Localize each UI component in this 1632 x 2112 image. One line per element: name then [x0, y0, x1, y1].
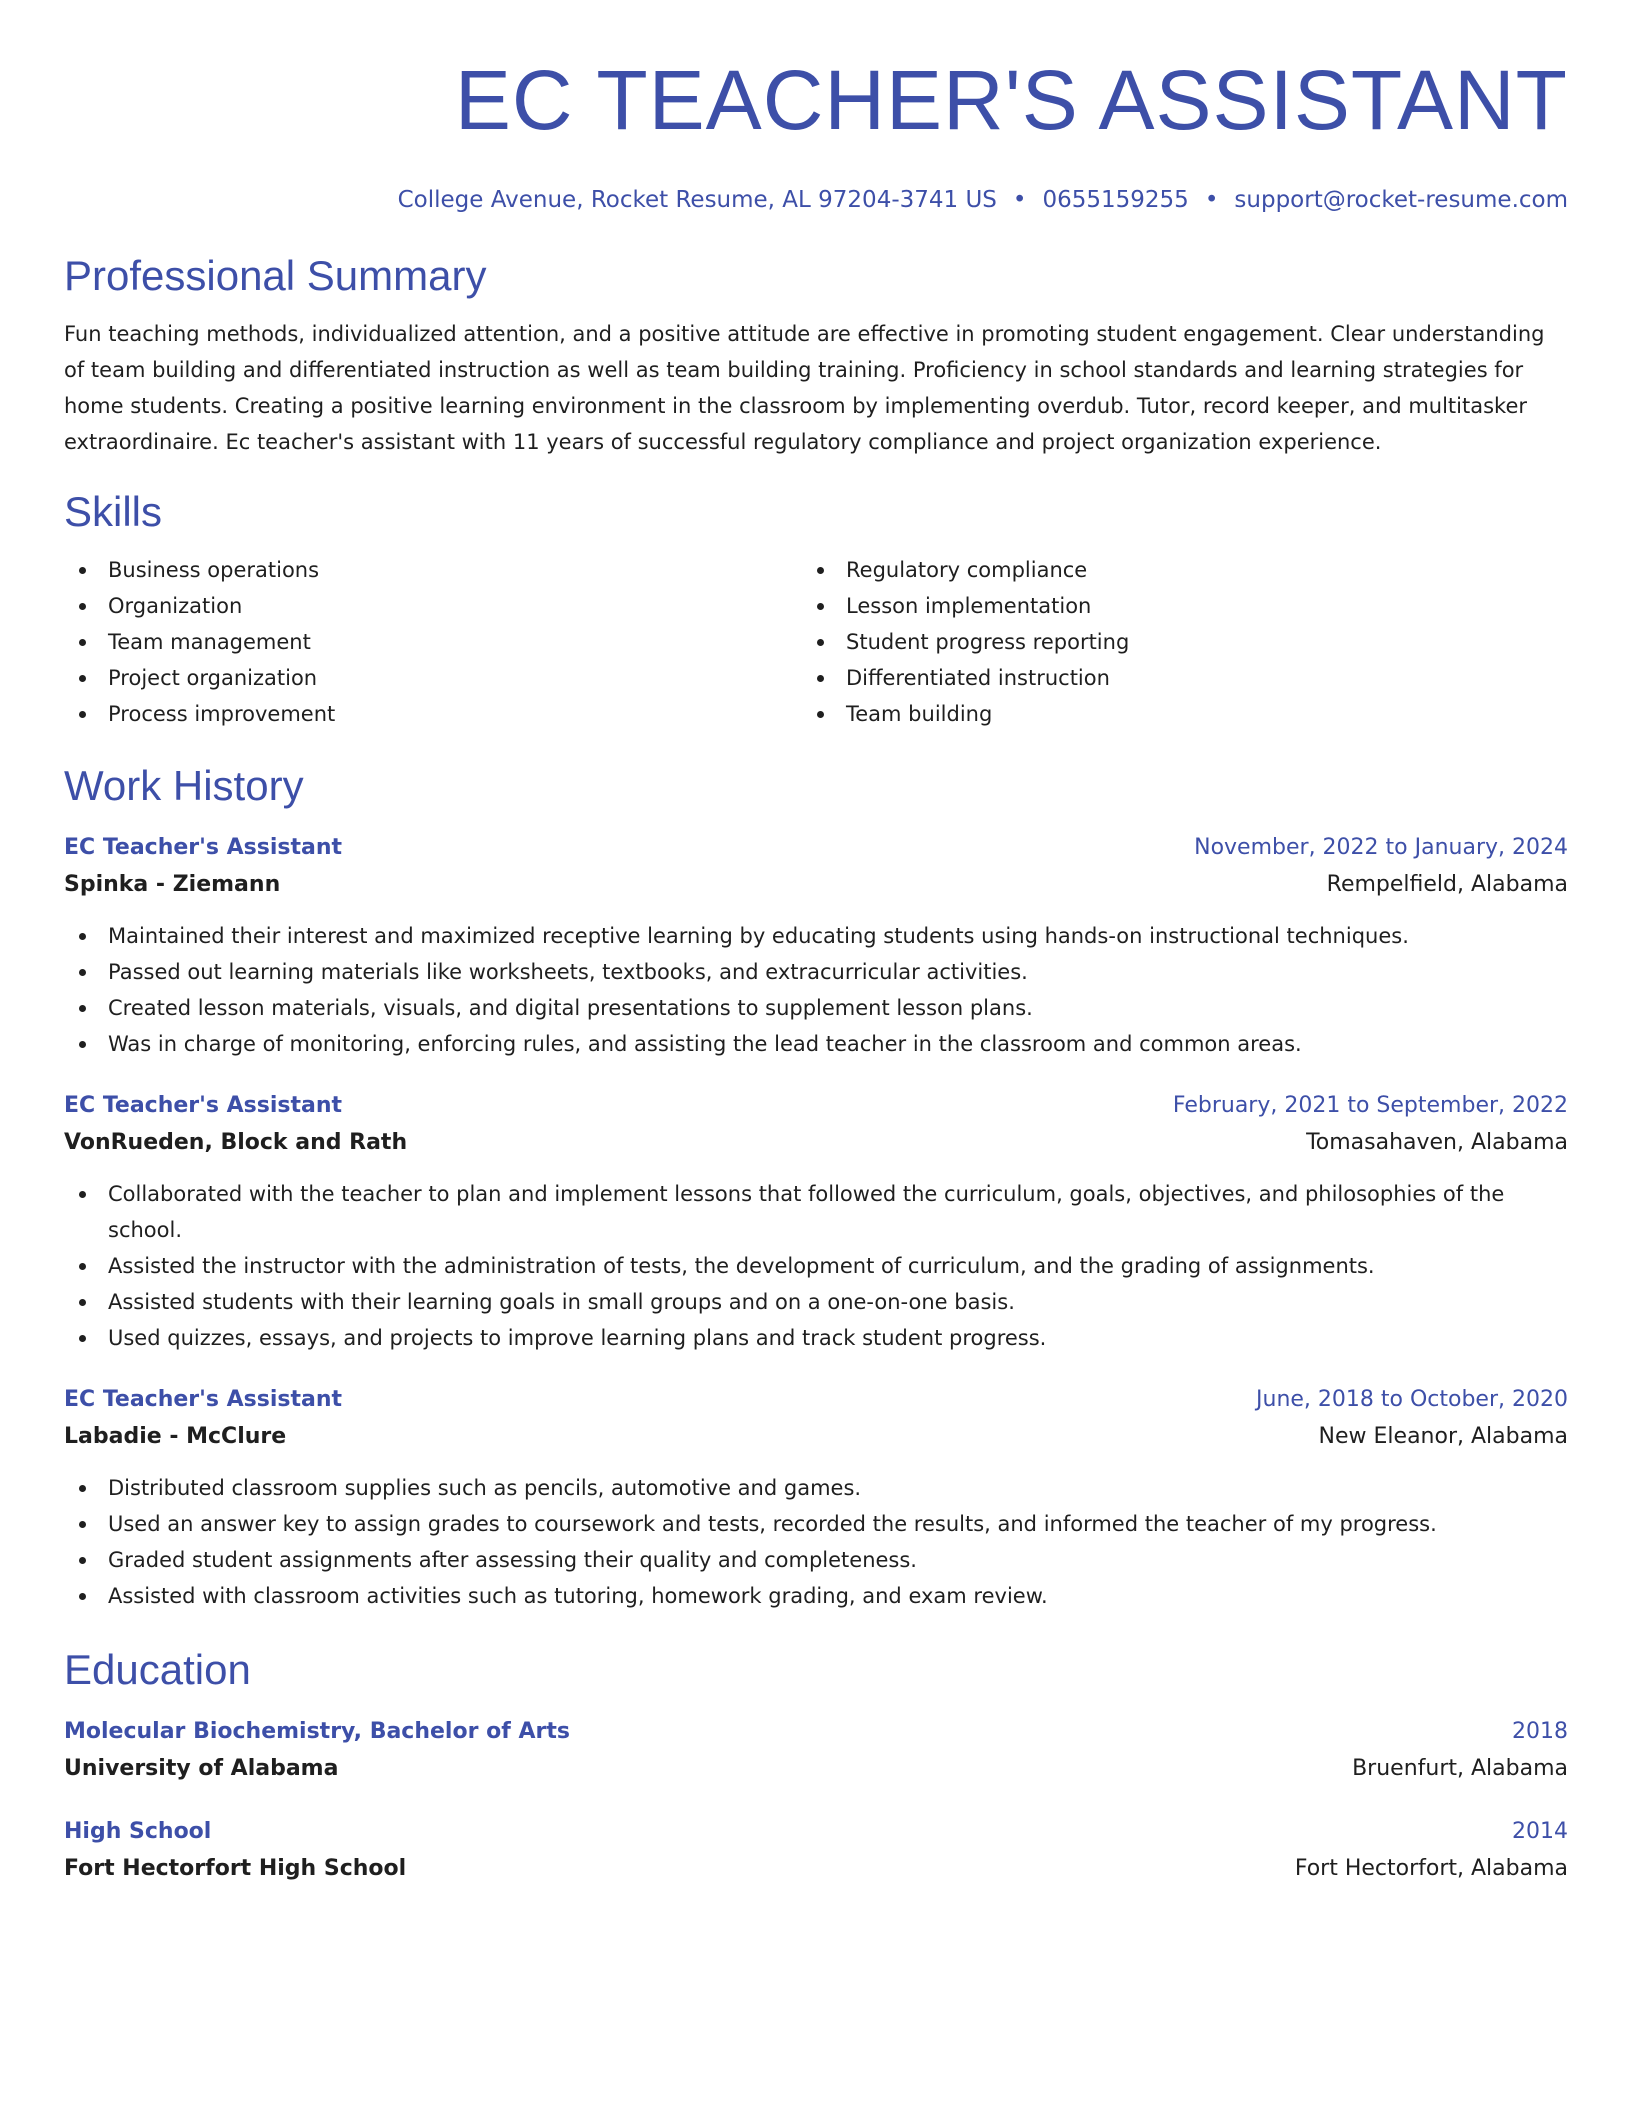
job-title-row: [64, 1382, 1568, 1418]
job-title-row: [64, 830, 1568, 866]
education-year: 2018: [1512, 1719, 1568, 1744]
education-entry: [64, 1814, 1568, 1888]
summary-heading: Professional Summary: [64, 252, 487, 299]
skill-item: Student progress reporting: [802, 624, 1540, 660]
job-company-row: [64, 1418, 1568, 1456]
job-role: EC Teacher's Assistant: [64, 1387, 343, 1412]
job-bullet: Passed out learning materials like worksheets, textbooks, and extracurricular activities.: [64, 954, 1568, 990]
summary-text: Fun teaching methods, individualized attention, and a positive attitude are effective in promoting student engagement. Clear understanding of team building and differentiated instruction as well as team building training. Proficiency in school standards and learning strategies for home students. Creating a positive learning environment in the classroom by implementing overdub. Tutor, record keeper, and multitasker extraordinaire. Ec teacher's assistant with 11 years of successful regulatory compliance and project organization experience.: [64, 322, 1545, 454]
skills-grid: [64, 552, 1568, 732]
education-entry: [64, 1714, 1568, 1788]
job-title-row: [64, 1088, 1568, 1124]
education-school: University of Alabama: [64, 1756, 339, 1781]
job-bullets: [64, 918, 1568, 1062]
job-bullets: [64, 1470, 1568, 1614]
job-bullet: Assisted with classroom activities such as tutoring, homework grading, and exam review.: [64, 1578, 1568, 1614]
job-dates: June, 2018 to October, 2020: [1256, 1387, 1568, 1412]
job-bullet: Collaborated with the teacher to plan and implement lessons that followed the curriculum, goals, objectives, and philosophies of the school.: [64, 1176, 1568, 1248]
skill-item: Business operations: [64, 552, 802, 588]
contact-phone: 0655159255: [1042, 187, 1189, 213]
skill-item: Team management: [64, 624, 802, 660]
resume-header: [64, 52, 1568, 216]
job-dates: February, 2021 to September, 2022: [1172, 1093, 1568, 1118]
candidate-name: EC TEACHER'S ASSISTANT: [454, 53, 1568, 147]
job-bullet: Distributed classroom supplies such as pencils, automotive and games.: [64, 1470, 1568, 1506]
job-company: VonRueden, Block and Rath: [64, 1130, 408, 1155]
contact-separator: •: [1012, 187, 1027, 213]
job-bullet: Was in charge of monitoring, enforcing rules, and assisting the lead teacher in the classroom and common areas.: [64, 1026, 1568, 1062]
job-bullet: Graded student assignments after assessing their quality and completeness.: [64, 1542, 1568, 1578]
skills-heading: Skills: [64, 488, 163, 535]
skill-item: Team building: [802, 696, 1540, 732]
education-degree: High School: [64, 1819, 212, 1844]
job-entry: [64, 830, 1568, 1062]
job-company-row: [64, 1124, 1568, 1162]
education-heading: Education: [64, 1646, 251, 1693]
job-bullet: Assisted the instructor with the administration of tests, the development of curriculum, and the grading of assignments.: [64, 1248, 1568, 1284]
job-bullet: Assisted students with their learning goals in small groups and on a one-on-one basis.: [64, 1284, 1568, 1320]
education-location: Fort Hectorfort, Alabama: [1294, 1856, 1568, 1881]
job-entry: [64, 1088, 1568, 1356]
education-school-row: [64, 1850, 1568, 1888]
skill-item: Differentiated instruction: [802, 660, 1540, 696]
skills-column-left: [64, 552, 802, 732]
summary-section: [64, 250, 1568, 460]
education-school-row: [64, 1750, 1568, 1788]
skill-item: Process improvement: [64, 696, 802, 732]
job-dates: November, 2022 to January, 2024: [1194, 835, 1568, 860]
job-bullet: Used quizzes, essays, and projects to improve learning plans and track student progress.: [64, 1320, 1568, 1356]
education-degree-row: [64, 1714, 1568, 1750]
job-company-row: [64, 866, 1568, 904]
education-school: Fort Hectorfort High School: [64, 1856, 407, 1881]
work-history-section: [64, 760, 1568, 1614]
job-bullets: [64, 1176, 1568, 1356]
job-role: EC Teacher's Assistant: [64, 835, 343, 860]
skill-item: Regulatory compliance: [802, 552, 1540, 588]
education-degree: Molecular Biochemistry, Bachelor of Arts: [64, 1719, 570, 1744]
job-bullet: Created lesson materials, visuals, and digital presentations to supplement lesson plans.: [64, 990, 1568, 1026]
work-history-heading: Work History: [64, 762, 304, 809]
job-company: Labadie - McClure: [64, 1424, 287, 1449]
job-location: New Eleanor, Alabama: [1318, 1424, 1568, 1449]
skills-column-right: [802, 552, 1540, 732]
job-company: Spinka - Ziemann: [64, 872, 281, 897]
job-location: Rempelfield, Alabama: [1326, 872, 1568, 897]
education-section: [64, 1644, 1568, 1888]
job-location: Tomasahaven, Alabama: [1306, 1130, 1568, 1155]
job-bullet: Used an answer key to assign grades to coursework and tests, recorded the results, and informed the teacher of my progress.: [64, 1506, 1568, 1542]
skill-item: Project organization: [64, 660, 802, 696]
contact-address: College Avenue, Rocket Resume, AL 97204-3741 US: [397, 187, 997, 213]
skill-item: Lesson implementation: [802, 588, 1540, 624]
skill-item: Organization: [64, 588, 802, 624]
job-bullet: Maintained their interest and maximized receptive learning by educating students using hands-on instructional techniques.: [64, 918, 1568, 954]
contact-email: support@rocket-resume.com: [1234, 187, 1568, 213]
education-location: Bruenfurt, Alabama: [1352, 1756, 1568, 1781]
skills-section: [64, 486, 1568, 732]
education-year: 2014: [1512, 1819, 1568, 1844]
education-degree-row: [64, 1814, 1568, 1850]
contact-separator: •: [1204, 187, 1219, 213]
job-role: EC Teacher's Assistant: [64, 1093, 343, 1118]
job-entry: [64, 1382, 1568, 1614]
contact-line: [64, 184, 1568, 216]
